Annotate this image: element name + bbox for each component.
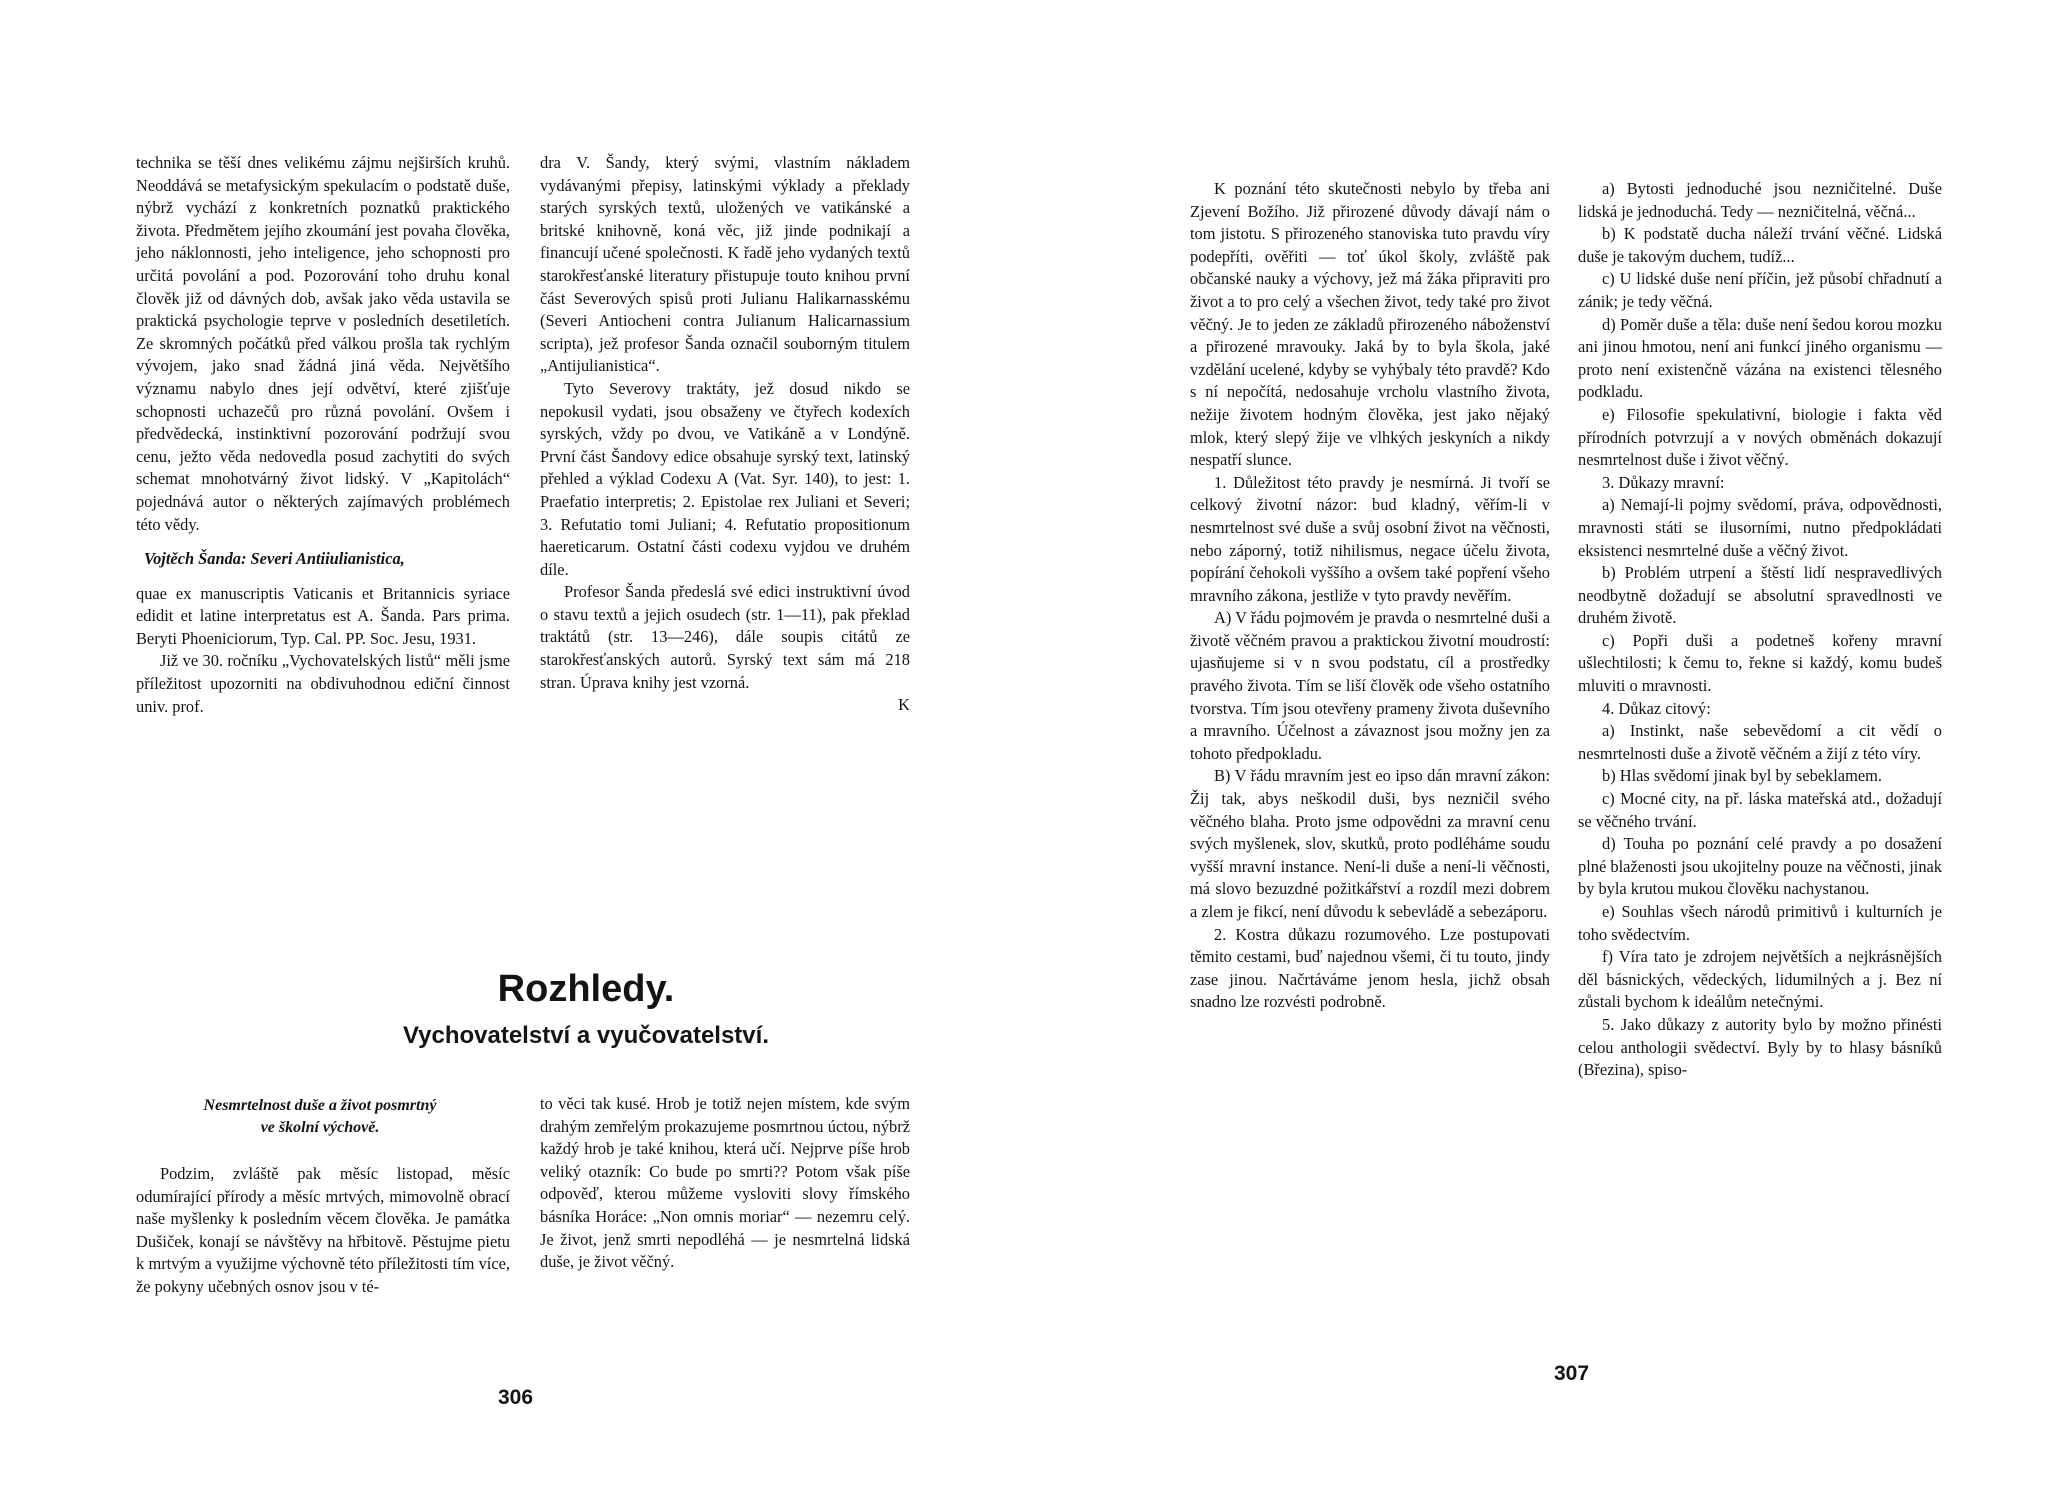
list-item: a) Bytosti jednoduché jsou nezničitelné. Duše lidská je jednoduchá. Tedy — nezničitelná, věčná... xyxy=(1578,179,1942,221)
list-item: b) Hlas svědomí jinak byl by sebeklamem. xyxy=(1602,766,1882,786)
subsection-heading: Vychovatelství a vyučovatelství. xyxy=(403,1022,769,1049)
book-citation: Vojtěch Šanda: Severi Antiiulianistica, xyxy=(144,549,405,569)
list-item: d) Poměr duše a těla: duše není šedou korou mozku ani jinou hmotou, není ani funkcí jiného organismu — proto není existenčně vázána na existenci tělesného podkladu. xyxy=(1578,314,1942,402)
article-title-line-1: Nesmrtelnost duše a život posmrtný xyxy=(203,1097,437,1114)
paragraph: B) V řádu mravním jest eo ipso dán mravní zákon: Žij tak, abys neškodil duši, bys nezničil svého věčného blaha. Proto jsme odpovědni za mravní cenu svých myšlenek, slov, skutků, proto podléháme soudu vyšší mravní instance. Není-li duše a není-li věčnosti, má slovo bezuzdné požitkářství a rozdíl mezi dobrem a zlem je fikcí, není důvodu k sebevládě a sebezáporu. xyxy=(1190,766,1550,921)
article-title-line-2: ve školní výchově. xyxy=(260,1119,380,1136)
paragraph: A) V řádu pojmovém je pravda o nesmrtelné duši a životě věčném pravou a praktickou životní moudrostí: ujasňujeme si v n svou podstatu, cíl a prostředky pravého života. Tím se liší člověk ode všeho ostatního tvorstva. Tím jsou otevřeny prameny života duševního a mravního. Účelnost a závaznost jsou možny jen za tohoto předpokladu. xyxy=(1190,608,1550,763)
left-column-3 xyxy=(136,1163,510,1299)
list-item: 5. Jako důkazy z autority bylo by možno přinésti celou anthologii svědectví. Byly by to hlasy básníků (Březina), spiso- xyxy=(1578,1014,1942,1080)
list-item: e) Filosofie spekulativní, biologie i fakta věd přírodních potvrzují a v nových obměnách dokazují nesmrtelnost duše i život věčný. xyxy=(1578,404,1942,470)
paragraph: technika se těší dnes velikému zájmu nejširších kruhů. Neoddává se metafysickým spekulacím o podstatě duše, nýbrž vychází z konkretních poznatků praktického života. Předmětem jejího zkoumání jest povaha člověka, jeho náklonnosti, jeho inteligence, jeho schopnosti pro určitá povolání a pod. Pozorování toho druhu konal člověk již od dávných dob, avšak jako věda ustavila se praktická psychologie teprve v posledních desetiletích. Ze skromných počátků před válkou prošla tak rychlým vývojem, jako snad žádná jiná věda. Největšího významu nabylo dnes její odvětví, které zjišťuje schopnosti uchazečů pro různá povolání. Ovšem i předvědecká, instinktivní pozorování podržují svou cenu, ježto věda nedovedla posud zachytiti do svých schemat mnohotvárný život lidský. V „Kapitolách“ pojednává autor o některých zajímavých problémech této vědy. xyxy=(136,153,510,534)
list-item: f) Víra tato je zdrojem největších a nejkrásnějších děl básnických, vědeckých, lidumilných a j. Bez ní zůstali bychom k ideálům netečnými. xyxy=(1578,947,1942,1012)
list-heading: 3. Důkazy mravní: xyxy=(1602,472,1725,492)
paragraph: Tyto Severovy traktáty, jež dosud nikdo se nepokusil vydati, jsou obsaženy ve čtyřech kodexích syrských, vždy po dvou, ve Vatikáně a v Londýně. První část Šandovy edice obsahuje syrský text, latinský přehled a výklad Codexu A (Vat. Syr. 140), to jest: 1. Praefatio interpretis; 2. Epistolae rex Juliani et Severi; 3. Refutatio tomi Juliani; 4. Refutatio propositionum haereticarum. Ostatní části codexu vyjdou ve druhém díle. xyxy=(540,378,910,579)
list-item: a) Instinkt, naše sebevědomí a cit vědí o nesmrtelnosti duše a životě věčném a žijí z této víry. xyxy=(1578,721,1942,763)
list-item: b) Problém utrpení a štěstí lidí nespravedlivých neodbytně dožadují se absolutní spravedlnosti ve druhém životě. xyxy=(1578,563,1942,628)
section-heading: Rozhledy. xyxy=(497,968,675,1010)
paragraph: to věci tak kusé. Hrob je totiž nejen místem, kde svým drahým zemřelým prokazujeme posmrtnou úctou, nýbrž každý hrob je také knihou, která učí. Nejprve píše hrob veliký otazník: Co bude po smrti?? Potom však píše odpověď, kterou můžeme vysloviti slovy římského básníka Horáce: „Non omnis moriar“ — nezemru celý. Je život, jenž smrti nepodléhá — je nesmrtelná lidská duše, je život věčný. xyxy=(540,1094,910,1272)
right-column-1 xyxy=(1190,178,1550,1014)
paragraph: 1. Důležitost této pravdy je nesmírná. Ji tvoří se celkový životní názor: bud kladný, věřím-li v nesmrtelnost své duše a svůj osobní život na věčnosti, nebo záporný, totiž nihilismus, negace účelu života, popírání čehokoli vyššího a ovšem také popření všeho mravního zákona, jestliže v tyto pravdy nevěřím. xyxy=(1190,472,1550,605)
paragraph: dra V. Šandy, který svými, vlastním nákladem vydávanými přepisy, latinskými výklady a překlady starých syrských textů, uložených ve vatikánské a britské knihovně, koná věc, již jinde podnikají a financují učené společnosti. K řadě jeho vydaných textů starokřesťanské literatury přistupuje touto knihou první část Severových spisů proti Julianu Halikarnasskému (Severi Antiocheni contra Julianum Halicarnassium scripta), jež profesor Šanda označil souborným titulem „Antijulianistica“. xyxy=(540,153,910,376)
left-column-1 xyxy=(136,152,510,718)
list-item: c) Mocné city, na př. láska mateřská atd., dožadují se věčného trvání. xyxy=(1578,789,1942,831)
page-number-left: 306 xyxy=(498,1386,534,1409)
paragraph: Profesor Šanda předeslá své edici instruktivní úvod o stavu textů a jejich osudech (str. 1—11), pak překlad traktátů (str. 13—246), dále soupis citátů ze starokřesťanských autorů. Syrský text sám má 218 stran. Úprava knihy jest vzorná. xyxy=(540,582,910,692)
list-item: d) Touha po poznání celé pravdy a po dosažení plné blaženosti jsou ukojitelny pouze na věčnosti, jinak by byla krutou mukou člověku nachystanou. xyxy=(1578,834,1942,899)
list-item: e) Souhlas všech národů primitivů i kulturních je toho svědectvím. xyxy=(1578,902,1942,944)
paragraph: quae ex manuscriptis Vaticanis et Britannicis syriace edidit et latine interpretatus est A. Šanda. Pars prima. Beryti Phoeniciorum, Typ. Cal. PP. Soc. Jesu, 1931. xyxy=(136,583,510,648)
paragraph: Podzim, zvláště pak měsíc listopad, měsíc odumírající přírody a měsíc mrtvých, mimovolně obrací naše myšlenky k posledním věcem člověka. Je památka Dušiček, konají se návštěvy na hřbitově. Pěstujme pietu k mrtvým a využijme výchovně této příležitosti tím více, že pokyny učebných osnov jsou v té- xyxy=(136,1164,510,1296)
right-column-2 xyxy=(1578,178,1942,1082)
paragraph: 2. Kostra důkazu rozumového. Lze postupovati těmito cestami, buď najednou všemi, či tu touto, jindy zase jinou. Načrtáváme jenom hesla, jichž obsah snadno lze rozvésti podrobně. xyxy=(1190,924,1550,1012)
author-signature: K xyxy=(898,695,910,715)
list-item: c) Popři duši a podetneš kořeny mravní ušlechtilosti; k čemu to, řekne si každý, komu budeš mluviti o mravnosti. xyxy=(1578,630,1942,696)
list-item: a) Nemají-li pojmy svědomí, práva, odpovědnosti, mravnosti státi se ilusorními, nutno předpokládati eksistenci nesmrtelné duše a věčný život. xyxy=(1578,495,1942,560)
list-item: b) K podstatě ducha náleží trvání věčné. Lidská duše je takovým duchem, tudíž... xyxy=(1578,224,1942,266)
article-title xyxy=(150,1095,490,1139)
list-item: c) U lidské duše není příčin, jež působí chřadnutí a zánik; je tedy věčná. xyxy=(1578,269,1942,311)
left-column-2 xyxy=(540,152,910,717)
page-number-right: 307 xyxy=(1554,1362,1590,1385)
left-column-4 xyxy=(540,1093,910,1274)
list-heading: 4. Důkaz citový: xyxy=(1602,698,1711,718)
paragraph: K poznání této skutečnosti nebylo by třeba ani Zjevení Božího. Již přirozené důvody dávají nám o tom jistotu. S přirozeného stanoviska tuto pravdu víry podepříti, ověřiti — toť úkol školy, zvláště pak občanské nauky a výchovy, jež má žáka připraviti pro život a to pro celý a všechen život, tedy také pro život věčný. Je to jeden ze základů přirozeného náboženství a přirozené mravouky. Jaká by to byla škola, jaké vzdělání ucelené, kdyby se vyhýbaly této pravdě? Kdo s ní nepočítá, nedosahuje vrcholu vlastního života, nežije životem hodným člověka, jest jako nějaký mlok, který slepý žije ve vlhkých jeskyních a nikdy nespatří slunce. xyxy=(1190,179,1550,470)
paragraph: Již ve 30. ročníku „Vychovatelských listů“ měli jsme příležitost upozorniti na obdivuhodnou ediční činnost univ. prof. xyxy=(136,651,510,716)
